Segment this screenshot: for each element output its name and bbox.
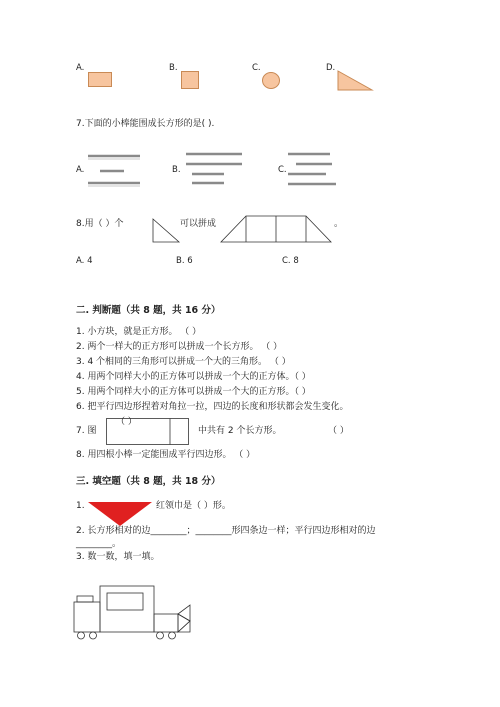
q8-middle: 可以拼成: [180, 219, 217, 229]
q6-option-b-label: B.: [169, 63, 178, 73]
square-shape: [181, 71, 201, 91]
judge-item-8: 8. 用四根小棒一定能围成平行四边形。 （ ）: [76, 450, 256, 460]
q7-option-b-label: B.: [172, 165, 181, 175]
judge-item-7-prefix: 7. 图: [76, 426, 97, 436]
q7-question: 7.下面的小棒能围成长方形的是( ).: [76, 119, 215, 129]
red-scarf-figure: [88, 500, 154, 528]
judge-item-6: 6. 把平行四边形捏着对角拉一拉，四边的长度和形状都会发生变化。: [76, 402, 349, 412]
section-3-title: 三. 填空题（共 8 题，共 18 分）: [76, 476, 221, 487]
judge-item-1: 1. 小方块，就是正方形。 （ ）: [76, 327, 202, 337]
rectangle-figure: [106, 418, 190, 446]
judge-item-5: 5. 用两个同样大小的正方体可以拼成一个大的正方形。（ ）: [76, 387, 311, 397]
train-figure: [74, 585, 198, 643]
fill-item-3: 3. 数一数，填一填。: [76, 552, 160, 562]
q8-option-b: B. 6: [176, 256, 193, 266]
fill-item-2-line2: ________。: [76, 539, 122, 549]
fill-item-2-line1: 2. 长方形相对的边________；________形四条边一样；平行四边形相对的边: [76, 526, 376, 536]
judge-item-7-blank: （ ）: [328, 426, 349, 436]
judge-item-3: 3. 4 个相同的三角形可以拼成一个大的三角形。 （ ）: [76, 357, 291, 367]
right-triangle-shape: [337, 70, 373, 92]
fill-item-1-prefix: 1.: [76, 501, 85, 511]
q6-option-a-label: A.: [76, 63, 85, 73]
judge-item-2: 2. 两个一样大的正方形可以拼成一个长方形。 （ ）: [76, 342, 283, 352]
small-triangle-figure: [152, 218, 182, 244]
rectangle-shape: [88, 72, 112, 88]
section-2-title: 二. 判断题（共 8 题，共 16 分）: [76, 305, 221, 316]
q7-sticks-b: [184, 152, 244, 186]
judge-item-6-blank: （ ）: [116, 417, 137, 427]
q7-sticks-c: [286, 152, 338, 188]
q8-suffix: 。: [334, 219, 344, 229]
q7-sticks-a: [88, 154, 144, 188]
q8-option-a: A. 4: [76, 256, 93, 266]
q7-option-a-label: A.: [76, 165, 85, 175]
q8-prefix: 8.用（ ）个: [76, 219, 124, 229]
circle-shape: [262, 72, 282, 90]
judge-item-7-suffix: 中共有 2 个长方形。: [198, 426, 282, 436]
fill-item-1-suffix: 红领巾是（ ）形。: [156, 501, 231, 511]
q8-option-c: C. 8: [282, 256, 299, 266]
judge-item-4: 4. 用两个同样大小的正方体可以拼成一个大的正方体。（ ）: [76, 372, 311, 382]
q7-option-c-label: C.: [278, 165, 287, 175]
trapezoid-figure: [220, 215, 332, 243]
q6-option-d-label: D.: [326, 63, 336, 73]
q6-option-c-label: C.: [252, 63, 261, 73]
